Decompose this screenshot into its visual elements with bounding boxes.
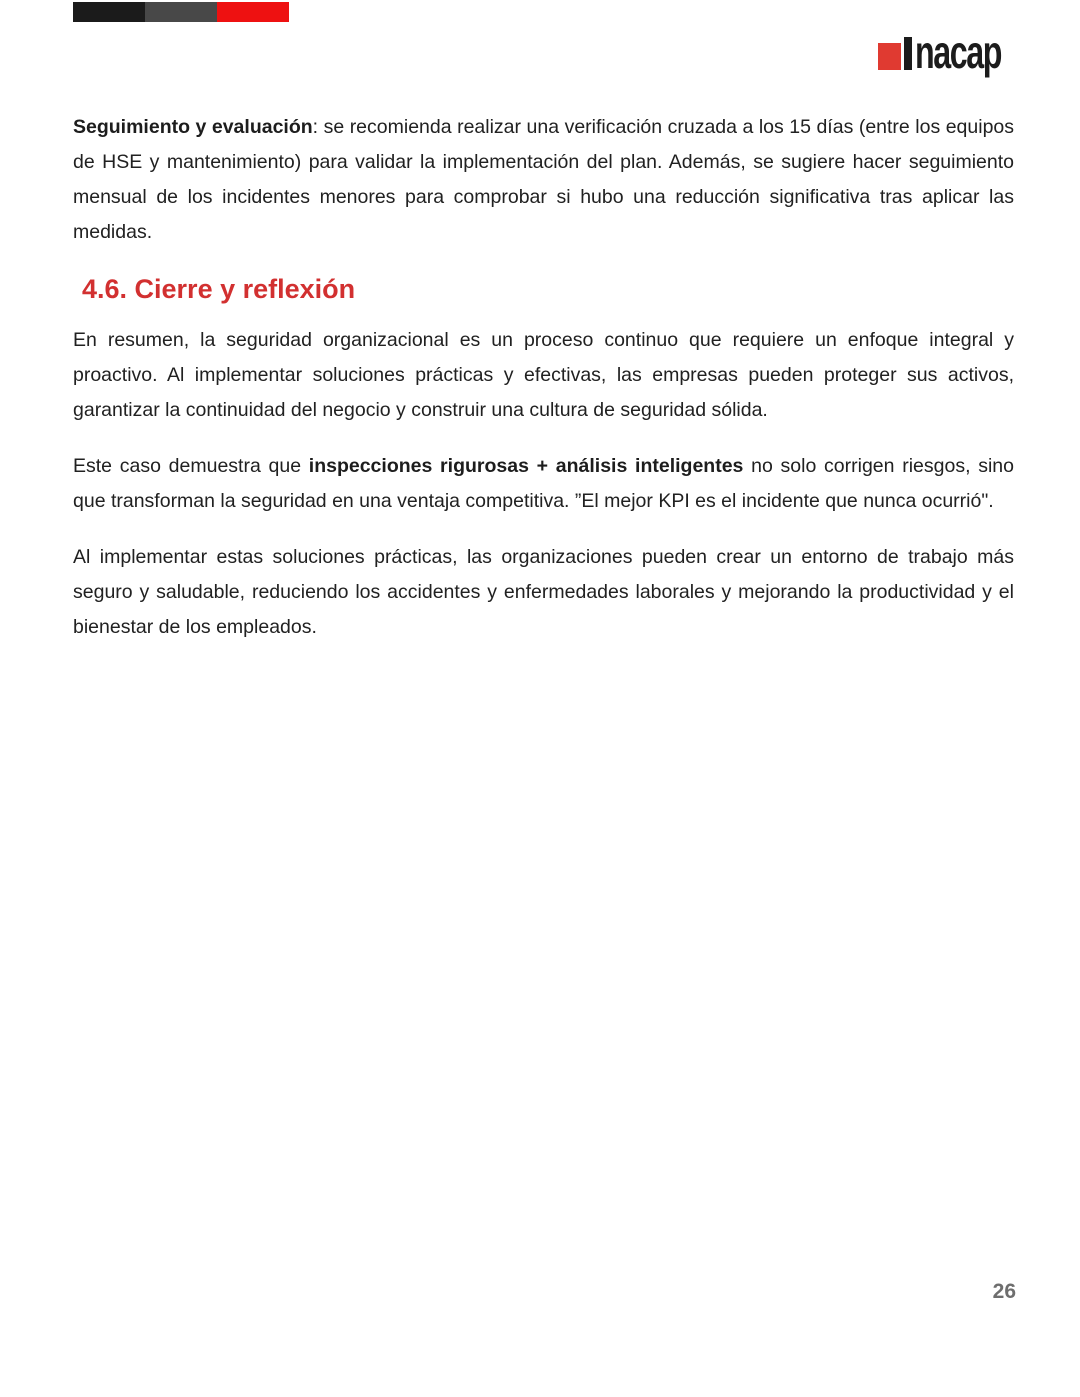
bar-segment-red <box>217 2 289 22</box>
document-content <box>73 110 1014 666</box>
bar-segment-black <box>73 2 145 22</box>
paragraph-caso-pre: Este caso demuestra que <box>73 455 309 477</box>
paragraph-seguimiento-lead: Seguimiento y evaluación <box>73 116 313 138</box>
paragraph-resumen: En resumen, la seguridad organizacional es un proceso continuo que requiere un enfoque integral y proactivo. Al implementar soluciones prácticas y efectivas, las empresas pueden proteger sus activos, garantizar la continuidad del negocio y construir una cultura de seguridad sólida. <box>73 329 1014 421</box>
inacap-logo-square-icon <box>878 43 901 70</box>
inacap-logo <box>878 26 1018 82</box>
paragraph-caso <box>73 449 1014 519</box>
paragraph-seguimiento-body: : se recomienda realizar una verificación cruzada a los 15 días (entre los equipos de HSE y mantenimiento) para validar la implementación del plan. Además, se sugiere hacer seguimiento mensual de los incidentes menores para comprobar si hubo una reducción significativa tras aplicar las medidas. <box>73 116 1015 243</box>
paragraph-implementar: Al implementar estas soluciones prácticas, las organizaciones pueden crear un entorno de trabajo más seguro y saludable, reduciendo los accidentes y enfermedades laborales y mejorando la productividad y el bienestar de los empleados. <box>73 546 1014 638</box>
paragraph-caso-bold: inspecciones rigurosas + análisis inteligentes <box>308 455 744 477</box>
inacap-logo-text: nacap <box>915 26 1002 78</box>
bar-segment-gray <box>145 2 217 22</box>
paragraph-seguimiento <box>73 110 1014 250</box>
inacap-logo-stem-icon <box>904 37 912 70</box>
section-heading: 4.6. Cierre y reflexión <box>82 274 356 304</box>
page-number: 26 <box>992 1280 1016 1303</box>
header-color-bar <box>73 2 289 22</box>
paragraph-caso-post: no solo corrigen riesgos, sino que transforman la seguridad en una ventaja competitiva. ”El mejor KPI es el incidente que nunca ocurrió". <box>73 455 1014 512</box>
